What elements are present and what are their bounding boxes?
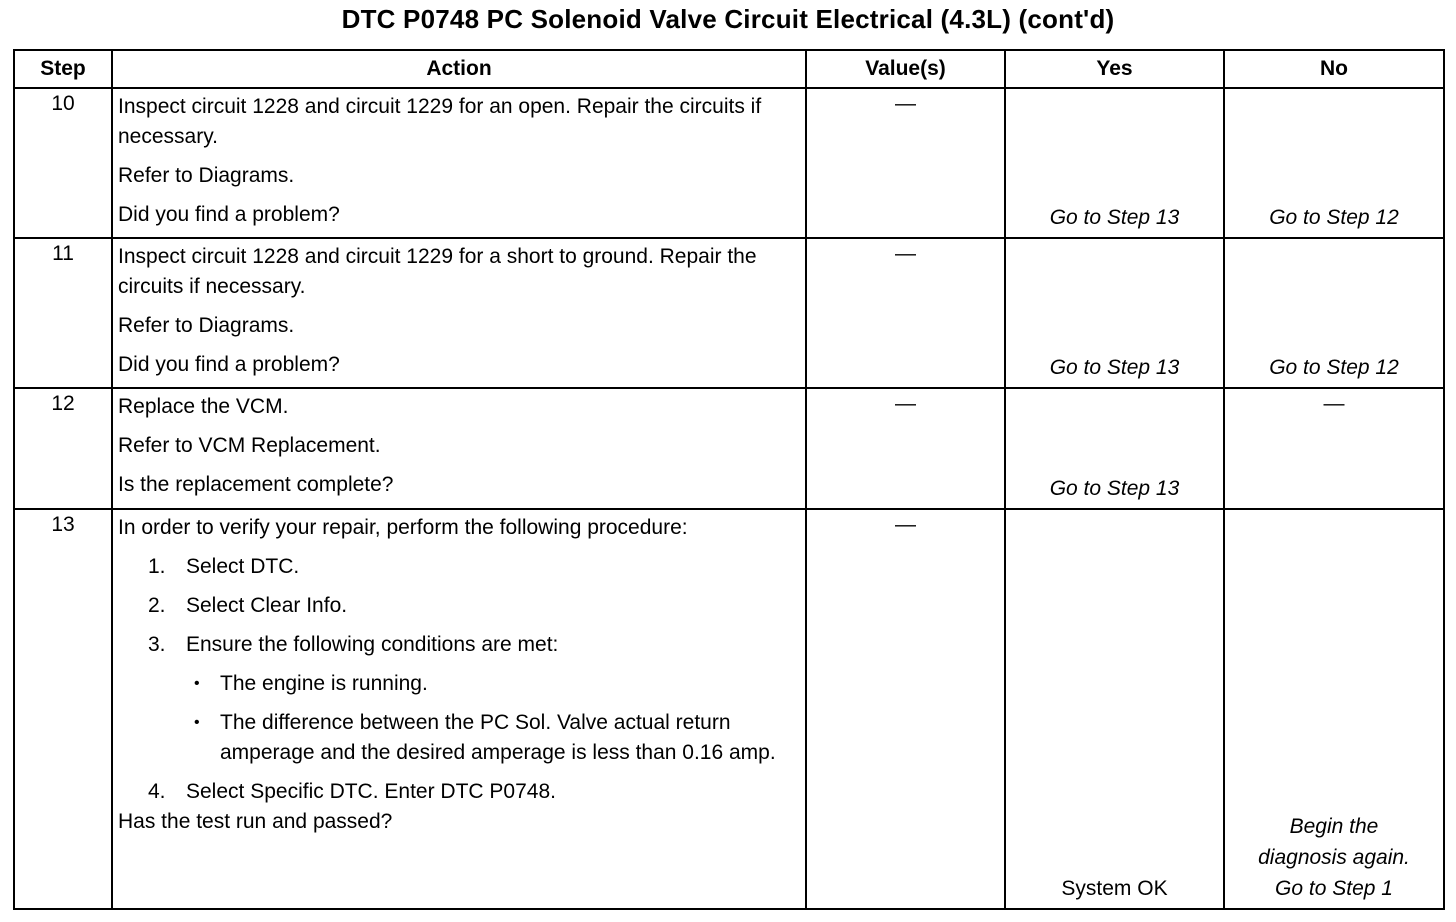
action-question: Did you find a problem? xyxy=(118,353,340,376)
no-cell xyxy=(1224,238,1444,388)
step-number: 10 xyxy=(14,88,112,238)
procedure-step xyxy=(118,591,799,621)
procedure-step-text: Select Specific DTC. Enter DTC P0748. xyxy=(186,780,556,803)
no-cell: — xyxy=(1224,388,1444,509)
action-cell xyxy=(112,238,806,388)
procedure-step xyxy=(118,552,799,582)
no-cell xyxy=(1224,509,1444,909)
action-instruction: In order to verify your repair, perform the following procedure: xyxy=(118,516,688,539)
header-yes: Yes xyxy=(1005,50,1224,88)
procedure-step-number: 4. xyxy=(148,780,166,803)
yes-cell xyxy=(1005,88,1224,238)
step-number: 11 xyxy=(14,238,112,388)
action-question: Is the replacement complete? xyxy=(118,473,394,496)
header-no: No xyxy=(1224,50,1444,88)
no-link[interactable]: Go to Step 12 xyxy=(1269,206,1399,229)
action-cell xyxy=(112,88,806,238)
action-question: Did you find a problem? xyxy=(118,203,340,226)
header-action: Action xyxy=(112,50,806,88)
table-row-step-10 xyxy=(14,88,1444,238)
procedure-step-number: 1. xyxy=(148,555,166,578)
procedure-step-number: 3. xyxy=(148,633,166,656)
table-row-step-12 xyxy=(14,388,1444,509)
yes-link[interactable]: Go to Step 13 xyxy=(1049,206,1180,229)
no-line: Go to Step 1 xyxy=(1275,877,1393,900)
action-instruction: Replace the VCM. xyxy=(118,395,289,418)
procedure-step xyxy=(118,630,799,768)
table-header-row xyxy=(14,50,1444,88)
action-question: Has the test run and passed? xyxy=(118,810,393,833)
no-link[interactable]: Go to Step 12 xyxy=(1269,356,1399,379)
procedure-list xyxy=(118,552,799,807)
page-title: DTC P0748 PC Solenoid Valve Circuit Electrical (4.3L) (cont'd) xyxy=(341,4,1115,34)
yes-cell xyxy=(1005,509,1224,909)
yes-cell xyxy=(1005,238,1224,388)
value-cell: — xyxy=(806,88,1005,238)
action-instruction: Inspect circuit 1228 and circuit 1229 for an open. Repair the circuits if necessary. xyxy=(118,95,762,148)
action-reference: Refer to Diagrams. xyxy=(118,314,295,337)
procedure-step-number: 2. xyxy=(148,594,166,617)
procedure-step-text: Select DTC. xyxy=(186,555,300,578)
action-reference: Refer to Diagrams. xyxy=(118,164,295,187)
procedure-step-text: Ensure the following conditions are met: xyxy=(186,633,559,656)
action-cell xyxy=(112,509,806,909)
no-link[interactable] xyxy=(1225,811,1443,904)
table-row-step-11 xyxy=(14,238,1444,388)
no-cell xyxy=(1224,88,1444,238)
no-line: diagnosis again. xyxy=(1258,846,1410,869)
value-cell: — xyxy=(806,238,1005,388)
procedure-step-text: Select Clear Info. xyxy=(186,594,348,617)
condition-item: • The engine is running. xyxy=(186,669,799,699)
procedure-step xyxy=(118,777,799,807)
yes-link[interactable]: Go to Step 13 xyxy=(1049,477,1180,500)
action-cell xyxy=(112,388,806,509)
value-cell: — xyxy=(806,509,1005,909)
yes-link[interactable]: Go to Step 13 xyxy=(1049,356,1180,379)
header-step: Step xyxy=(14,50,112,88)
header-values: Value(s) xyxy=(806,50,1005,88)
yes-cell xyxy=(1005,388,1224,509)
table-row-step-13 xyxy=(14,509,1444,909)
diagnostic-table xyxy=(13,49,1445,910)
yes-result: System OK xyxy=(1061,877,1168,900)
condition-item: • The difference between the PC Sol. Valve actual return amperage and the desired amperage is less than 0.16 amp. xyxy=(186,708,799,768)
no-line: Begin the xyxy=(1289,815,1379,838)
action-reference: Refer to VCM Replacement. xyxy=(118,434,381,457)
step-number: 13 xyxy=(14,509,112,909)
value-cell: — xyxy=(806,388,1005,509)
condition-list xyxy=(186,669,799,768)
action-instruction: Inspect circuit 1228 and circuit 1229 for a short to ground. Repair the circuits if necessary. xyxy=(118,245,757,298)
step-number: 12 xyxy=(14,388,112,509)
